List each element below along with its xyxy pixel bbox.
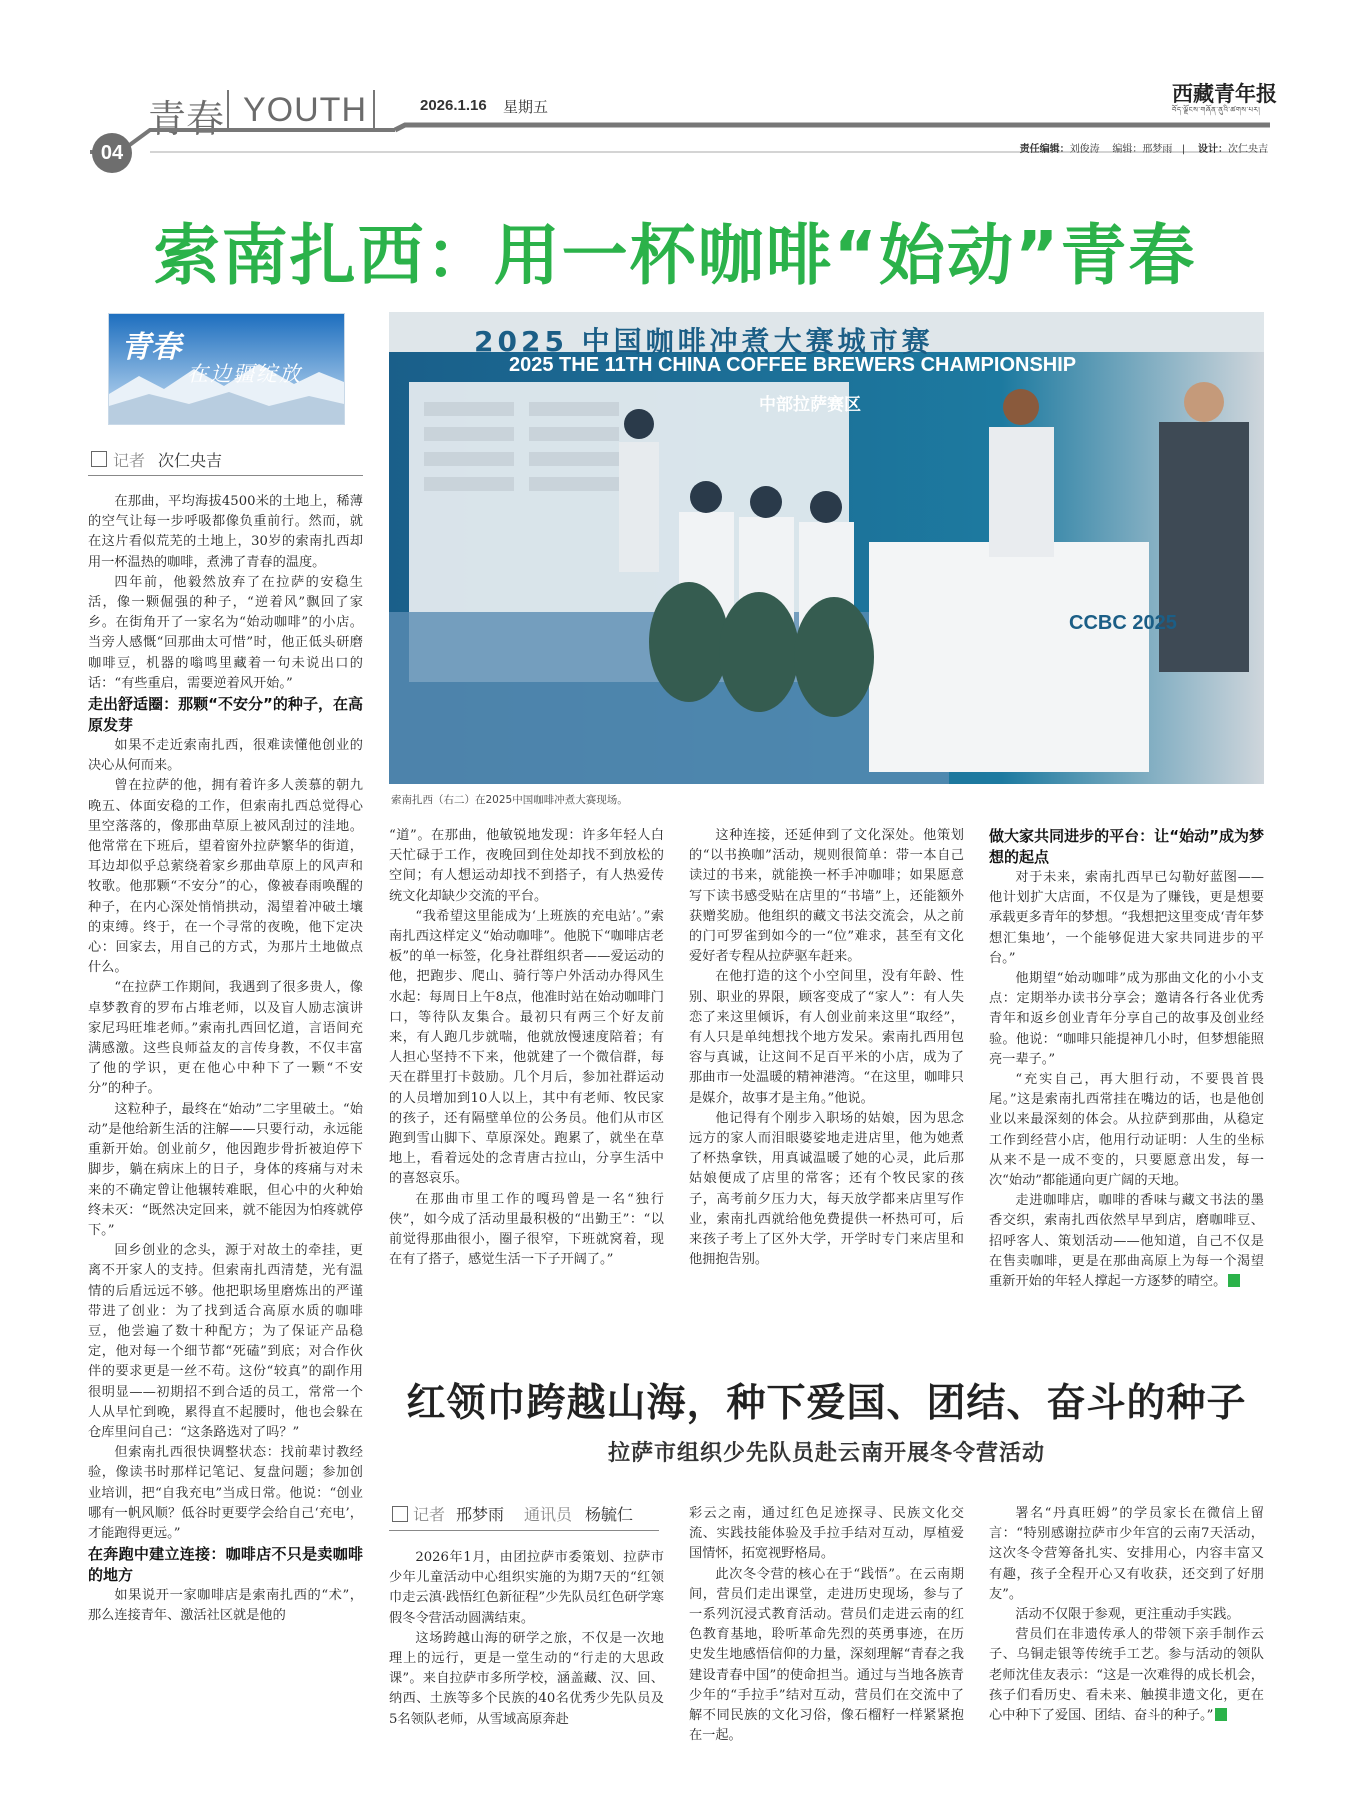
- page-number-badge: 04: [92, 133, 132, 173]
- photo-brand-logo: CCBC 2025: [1069, 612, 1177, 634]
- paragraph: “在拉萨工作期间，我遇到了很多贵人，像卓梦教育的罗布占堆老师，以及盲人励志演讲家尼玛旺堆老师。”索南扎西回忆道，言语间充满感激。这些良师益友的言传身教，不仅丰富了他的学识，更在他心中种下了一颗“不安分”的种子。: [88, 980, 363, 1097]
- section-name-cn: 青春: [148, 97, 225, 141]
- paragraph: 这场跨越山海的研学之旅，不仅是一次地理上的远行，更是一堂生动的“行走的大思政课”。来自拉萨市多所学校，涵盖藏、汉、回、纳西、土族等多个民族的40名优秀少先队员及5名领队老师，从雪域高原奔赴: [389, 1630, 664, 1727]
- section-name-en: YOUTH: [243, 91, 367, 129]
- paragraph: 他期望“始动咖啡”成为那曲文化的小小支点：定期举办读书分享会；邀请各行各业优秀青年和返乡创业青年分享自己的故事及创业经验。他说：“咖啡只能提神几小时，但梦想能照亮一辈子。”: [989, 971, 1264, 1067]
- credit-copy: 邢梦雨: [1142, 144, 1173, 155]
- subheading: 做大家共同进步的平台：让“始动”成为梦想的起点: [989, 827, 1264, 866]
- paragraph: 在那曲市里工作的嘎玛曾是一名“独行侠”，如今成了活动里最积极的“出勤王”：“以前觉得那曲很小，圈子很窄，下班就窝着，现在有了搭子，感觉生活一下子开阔了。”: [389, 1191, 664, 1268]
- banner-title: 青春: [121, 330, 181, 365]
- coffee-championship-photo: [389, 312, 1264, 784]
- story2-subheadline: 拉萨市组织少先队员赴云南开展冬令营活动: [607, 1440, 1045, 1466]
- paragraph: 此次冬令营的核心在于“践悟”。在云南期间，营员们走出课堂，走进历史现场，参与了一系列沉浸式教育活动。营员们走进云南的红色教育基地，聆听革命先烈的英勇事迹，在历史发生地感悟信仰的力量，深刻理解“青春之我建设青春中国”的使命担当。通过与当地各族青少年的“手拉手”结对互动，营员们在交流中了解不同民族的文化习俗，像石榴籽一样紧紧抱在一起。: [689, 1566, 964, 1744]
- byline-role: 记者: [413, 1505, 446, 1524]
- column-banner: [108, 313, 345, 425]
- paragraph: 在那曲，平均海拔4500米的土地上，稀薄的空气让每一步呼吸都像负重前行。然而，就在这片看似荒芜的土地上，30岁的索南扎西却用一杯温热的咖啡，煮沸了青春的温度。: [88, 494, 363, 570]
- paragraph: 这种连接，还延伸到了文化深处。他策划的“以书换咖”活动，规则很简单：带一本自己读过的书来，就能换一杯手冲咖啡；如果愿意写下读书感受贴在店里的“书墙”上，还能额外获赠奖励。他组织的藏文书法交流会，从之前的门可罗雀到如今的一“位”难求，甚至有文化爱好者专程从拉萨驱车赶来。: [689, 828, 964, 965]
- byline-name: 次仁央吉: [158, 451, 223, 470]
- paragraph: 在他打造的这个小空间里，没有年龄、性别、职业的界限，顾客变成了“家人”：有人失恋了来这里倾诉，有人创业前来这里“取经”，有人只是单纯想找个地方发呆。索南扎西用包容与真诚，让这间不足百平米的小店，成为了那曲市一处温暖的精神港湾。“在这里，咖啡只是媒介，故事才是主角。”他说。: [689, 969, 964, 1106]
- byline-name: 杨毓仁: [585, 1505, 634, 1524]
- credit-editor: 刘俊涛: [1069, 144, 1100, 155]
- issue-weekday: 星期五: [503, 98, 549, 116]
- banner-subtitle: 在边疆绽放: [187, 362, 302, 386]
- story2-column-1: [389, 1548, 664, 1730]
- paragraph: “道”。在那曲，他敏锐地发现：许多年轻人白天忙碌于工作，夜晚回到住处却找不到放松的空间；有人想运动却找不到搭子，有人热爱传统文化却缺少交流的平台。: [389, 828, 664, 904]
- story1-column-2: [389, 826, 664, 1270]
- paragraph: 活动不仅限于参观，更注重动手实践。: [1015, 1607, 1240, 1623]
- photo-banner-region: 中部拉萨赛区: [759, 395, 861, 415]
- paragraph: 但索南扎西很快调整状态：找前辈讨教经验，像读书时那样记笔记、复盘问题；参加创业培训，把“自我充电”当成日常。他说：“创业哪有一帆风顺？低谷时更要学会给自己‘充电’，才能跑得更远。”: [88, 1445, 363, 1541]
- story1-column-1: [88, 492, 363, 1627]
- paragraph: 四年前，他毅然放弃了在拉萨的安稳生活，像一颗倔强的种子，“逆着风”飘回了家乡。在街角开了一家名为“始动咖啡”的小店。当旁人感慨“回那曲太可惜”时，他正低头研磨咖啡豆，机器的嗡鸣里藏着一句未说出口的话：“有些重启，需要逆着风开始。”: [88, 574, 363, 691]
- paragraph-text: 走进咖啡店，咖啡的香味与藏文书法的墨香交织，索南扎西依然早早到店，磨咖啡豆、招呼客人、策划活动——他知道，自己不仅是在售卖咖啡，更是在那曲高原上为每一个渴望重新开始的年轻人撑起一方逐梦的晴空。: [989, 1193, 1264, 1290]
- byline-name: 邢梦雨: [456, 1505, 505, 1524]
- end-mark-icon: [1215, 1708, 1227, 1721]
- story1-photo: [389, 312, 1264, 784]
- newspaper-masthead-tibetan: བོད་ལྗོངས་གཞོན་ནུའི་ཚགས་པར།: [1172, 106, 1261, 114]
- paragraph: [989, 1625, 1264, 1726]
- subheading: 在奔跑中建立连接：咖啡店不只是卖咖啡的地方: [88, 1545, 363, 1585]
- subheading: 走出舒适圈：那颗“不安分”的种子，在高原发芽: [88, 695, 363, 735]
- photo-caption: 索南扎西（右二）在2025中国咖啡冲煮大赛现场。: [391, 794, 628, 806]
- paragraph: “充实自己，再大胆行动，不要畏首畏尾。”这是索南扎西常挂在嘴边的话，也是他创业以来最深刻的体会。从拉萨到那曲，从稳定工作到经营小店，他用行动证明：人生的坐标从来不是一成不变的，只要愿意出发，每一次“始动”都能通向更广阔的天地。: [989, 1072, 1264, 1189]
- end-mark-icon: [1228, 1274, 1240, 1287]
- paragraph: 2026年1月，由团拉萨市委策划、拉萨市少年儿童活动中心组织实施的为期7天的“红领巾走云滇·践悟红色新征程”少先队员红色研学寒假冬令营活动圆满结束。: [389, 1550, 664, 1626]
- story1-column-3: [689, 826, 964, 1270]
- paragraph: 署名“丹真旺姆”的学员家长在微信上留言：“特别感谢拉萨市少年宫的云南7天活动，这次冬令营筹备扎实、安排用心，内容丰富又有趣，孩子全程开心又有收获，还交到了好朋友”。: [989, 1506, 1264, 1602]
- pen-icon: [392, 1506, 408, 1522]
- byline-role: 记者: [113, 451, 146, 470]
- paragraph: 如果不走近索南扎西，很难读懂他创业的决心从何而来。: [88, 738, 363, 774]
- paragraph: 彩云之南，通过红色足迹探寻、民族文化交流、实践技能体验及手拉手结对互动，厚植爱国情怀，拓宽视野格局。: [689, 1506, 964, 1562]
- page-credits: 责任编辑：刘俊涛 编辑：邢梦雨 | 设计：次仁央吉: [1019, 144, 1268, 155]
- issue-date: 2026.1.16: [420, 97, 487, 114]
- paragraph: 曾在拉萨的他，拥有着许多人羡慕的朝九晚五、体面安稳的工作，但索南扎西总觉得心里空落落的，像那曲草原上被风刮过的洼地。他常常在下班后，望着窗外拉萨繁华的街道，耳边却似乎总萦绕着家乡那曲草原上的风声和牧歌。他那颗“不安分”的心，像被春雨唤醒的种子，在内心深处悄悄拱动，渴望着冲破土壤的束缚。终于，在一个寻常的夜晚，他下定决心：回家去，用自己的方式，为那片土地做点什么。: [88, 778, 363, 976]
- credit-editor-label: 责任编辑：: [1019, 144, 1070, 155]
- paragraph: 他记得有个刚步入职场的姑娘，因为思念远方的家人而泪眼婆娑地走进店里，他为她煮了杯热拿铁，用真诚温暖了她的心灵，此后那姑娘便成了店里的常客；还有个牧民家的孩子，高考前夕压力大，每天放学都来店里写作业，索南扎西就给他免费提供一杯热可可，后来孩子考上了区外大学，开学时专门来店里和他拥抱告别。: [689, 1110, 964, 1268]
- main-headline: 索南扎西：用一杯咖啡“始动”青春: [153, 217, 1197, 294]
- paragraph: [989, 1191, 1264, 1292]
- credit-design-label: 设计：: [1198, 144, 1228, 155]
- story2-headline: 红领巾跨越山海，种下爱国、团结、奋斗的种子: [406, 1381, 1247, 1426]
- paragraph: 如果说开一家咖啡店是索南扎西的“术”，那么连接青年、激活社区就是他的: [88, 1588, 363, 1624]
- paragraph: “我希望这里能成为‘上班族的充电站’。”索南扎西这样定义“始动咖啡”。他脱下“咖啡店老板”的单一标签，化身社群组织者——爱运动的他，把跑步、爬山、骑行等户外活动办得风生水起：每周日上午8点，他准时站在始动咖啡门口，等待队友集合。最初只有两三个好友前来，有人跑几步就喘，他就放慢速度陪着；有人担心坚持不下来，他就建了一个微信群，每天在群里打卡鼓励。几个月后，参加社群运动的人员增加到10人以上，其中有老师、牧民家的孩子，还有隔壁单位的公务员。他们从市区跑到雪山脚下、草原深处。跑累了，就坐在草地上，看着远处的念青唐古拉山，分享生活中的喜怒哀乐。: [389, 908, 664, 1187]
- paragraph-text: 营员们在非遗传承人的带领下亲手制作云子、乌铜走银等传统手工艺。参与活动的领队老师沈佳友表示：“这是一次难得的成长机会，孩子们看历史、看未来、触摸非遗文化，更在心中种下了爱国、团结、奋斗的种子。”: [989, 1627, 1264, 1724]
- photo-banner-title-en: 2025 THE 11TH CHINA COFFEE BREWERS CHAMPIONSHIP: [509, 354, 1077, 376]
- pen-icon: [91, 451, 107, 467]
- story1-column-4: [989, 826, 1264, 1292]
- photo-banner-title: 2025 中国咖啡冲煮大赛城市赛: [474, 325, 934, 358]
- newspaper-masthead: 西藏青年报: [1172, 81, 1277, 106]
- credit-copy-label: 编辑：: [1112, 144, 1143, 155]
- credit-design: 次仁央吉: [1228, 144, 1268, 155]
- byline-role: 通讯员: [524, 1505, 573, 1524]
- story2-column-3: [989, 1504, 1264, 1726]
- paragraph: 回乡创业的念头，源于对故土的牵挂，更离不开家人的支持。但索南扎西清楚，光有温情的后盾远远不够。他把职场里磨炼出的严谨带进了创业：为了找到适合高原水质的咖啡豆，他尝遍了数十种配方；为了保证产品稳定，他对每一个细节都“死磕”到底；对合作伙伴的要求更是一丝不苟。这份“较真”的副作用很明显——初期招不到合适的员工，常常一个人从早忙到晚，累得直不起腰时，他也会躲在仓库里问自己：“这条路选对了吗？”: [88, 1243, 363, 1440]
- story2-column-2: [689, 1504, 964, 1746]
- paragraph: 对于未来，索南扎西早已勾勒好蓝图——他计划扩大店面，不仅是为了赚钱，更是想要承载更多青年的梦想。“我想把这里变成‘青年梦想汇集地’，一个能够促进大家共同进步的平台。”: [989, 870, 1264, 966]
- paragraph: 这粒种子，最终在“始动”二字里破土。“始动”是他给新生活的注解——只要行动，永远能重新开始。创业前夕，他因跑步骨折被迫停下脚步，躺在病床上的日子，身体的疼痛与对未来的不确定曾让他辗转难眠，但心中的火种始终未灭：“既然决定回来，就不能因为怕疼就停下。”: [88, 1101, 363, 1238]
